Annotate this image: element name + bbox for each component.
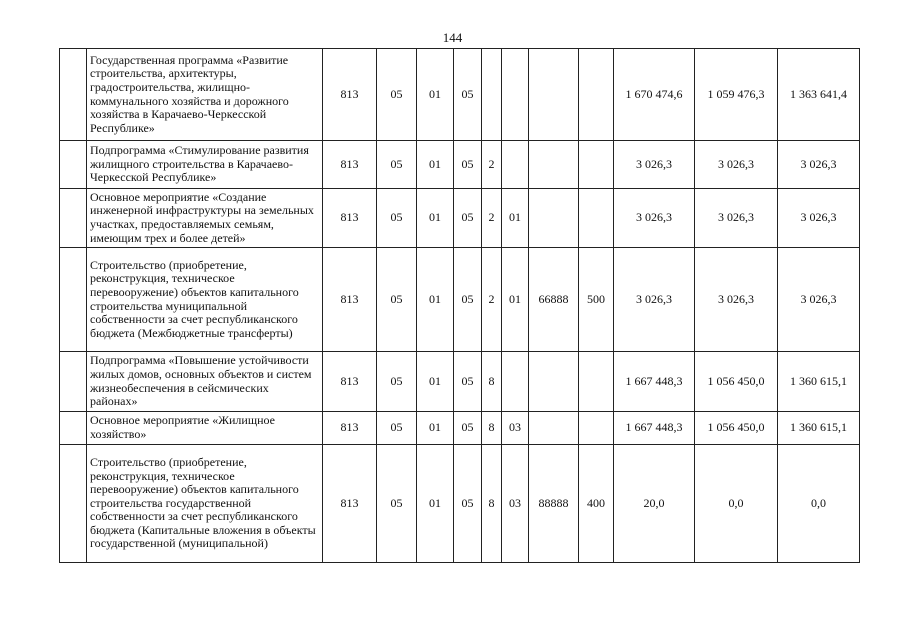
amount-year3-cell: 3 026,3 (778, 141, 860, 189)
direction-code-cell (529, 141, 579, 189)
section-code-cell: 05 (377, 352, 417, 412)
amount-year3-cell: 1 360 615,1 (778, 412, 860, 445)
amount-year1-cell: 3 026,3 (614, 141, 695, 189)
row-blank-cell (60, 248, 87, 352)
subsection-code-cell: 01 (417, 412, 454, 445)
amount-year2-cell: 1 056 450,0 (695, 352, 778, 412)
table-row (60, 189, 860, 248)
row-blank-cell (60, 141, 87, 189)
subprogram-code-cell: 2 (482, 248, 502, 352)
expense-type-cell (579, 189, 614, 248)
activity-code-cell (502, 352, 529, 412)
ved-code-cell: 813 (323, 189, 377, 248)
subsection-code-cell: 01 (417, 49, 454, 141)
activity-code-cell: 01 (502, 248, 529, 352)
section-code-cell: 05 (377, 248, 417, 352)
page-number: 144 (442, 30, 463, 45)
program-code-cell: 05 (454, 141, 482, 189)
row-name-cell: Подпрограмма «Стимулирование развития жилищного строительства в Карачаево-Черкесской Республике» (87, 141, 323, 189)
subprogram-code-cell (482, 49, 502, 141)
direction-code-cell (529, 352, 579, 412)
expense-type-cell (579, 49, 614, 141)
table-row (60, 445, 860, 563)
ved-code-cell: 813 (323, 412, 377, 445)
amount-year2-cell: 1 059 476,3 (695, 49, 778, 141)
subprogram-code-cell: 8 (482, 445, 502, 563)
table-row (60, 412, 860, 445)
direction-code-cell (529, 412, 579, 445)
direction-code-cell (529, 189, 579, 248)
amount-year3-cell: 1 363 641,4 (778, 49, 860, 141)
subsection-code-cell: 01 (417, 352, 454, 412)
amount-year3-cell: 3 026,3 (778, 189, 860, 248)
amount-year3-cell: 1 360 615,1 (778, 352, 860, 412)
amount-year1-cell: 1 667 448,3 (614, 412, 695, 445)
section-code-cell: 05 (377, 141, 417, 189)
program-code-cell: 05 (454, 248, 482, 352)
activity-code-cell: 01 (502, 189, 529, 248)
row-name-cell: Основное мероприятие «Жилищное хозяйство» (87, 412, 323, 445)
expense-type-cell: 400 (579, 445, 614, 563)
section-code-cell: 05 (377, 412, 417, 445)
row-name-cell: Государственная программа «Развитие строительства, архитектуры, градостроительства, жилищно-коммунального хозяйства и дорожного хозяйства в Карачаево-Черкесской Республике» (87, 49, 323, 141)
table-row (60, 248, 860, 352)
row-blank-cell (60, 352, 87, 412)
expense-type-cell (579, 141, 614, 189)
program-code-cell: 05 (454, 352, 482, 412)
subsection-code-cell: 01 (417, 141, 454, 189)
budget-table (59, 48, 860, 563)
amount-year2-cell: 3 026,3 (695, 189, 778, 248)
subsection-code-cell: 01 (417, 248, 454, 352)
row-blank-cell (60, 445, 87, 563)
section-code-cell: 05 (377, 49, 417, 141)
direction-code-cell (529, 49, 579, 141)
subsection-code-cell: 01 (417, 189, 454, 248)
subprogram-code-cell: 2 (482, 189, 502, 248)
amount-year2-cell: 1 056 450,0 (695, 412, 778, 445)
amount-year3-cell: 0,0 (778, 445, 860, 563)
amount-year1-cell: 20,0 (614, 445, 695, 563)
amount-year1-cell: 3 026,3 (614, 248, 695, 352)
ved-code-cell: 813 (323, 445, 377, 563)
amount-year2-cell: 3 026,3 (695, 141, 778, 189)
activity-code-cell: 03 (502, 445, 529, 563)
program-code-cell: 05 (454, 445, 482, 563)
row-name-cell: Строительство (приобретение, реконструкция, техническое перевооружение) объектов капитального строительства государственной собственности за счет республиканского бюджета (Капитальные вложения в объекты государственной (муниципальной) (87, 445, 323, 563)
activity-code-cell: 03 (502, 412, 529, 445)
expense-type-cell: 500 (579, 248, 614, 352)
subprogram-code-cell: 8 (482, 352, 502, 412)
subprogram-code-cell: 2 (482, 141, 502, 189)
direction-code-cell: 66888 (529, 248, 579, 352)
amount-year3-cell: 3 026,3 (778, 248, 860, 352)
amount-year2-cell: 0,0 (695, 445, 778, 563)
ved-code-cell: 813 (323, 248, 377, 352)
row-name-cell: Строительство (приобретение, реконструкция, техническое перевооружение) объектов капитального строительства муниципальной собственности за счет республиканского бюджета (Межбюджетные трансферты) (87, 248, 323, 352)
direction-code-cell: 88888 (529, 445, 579, 563)
program-code-cell: 05 (454, 189, 482, 248)
program-code-cell: 05 (454, 412, 482, 445)
subsection-code-cell: 01 (417, 445, 454, 563)
expense-type-cell (579, 412, 614, 445)
amount-year1-cell: 3 026,3 (614, 189, 695, 248)
ved-code-cell: 813 (323, 49, 377, 141)
activity-code-cell (502, 49, 529, 141)
table-row (60, 352, 860, 412)
expense-type-cell (579, 352, 614, 412)
row-name-cell: Подпрограмма «Повышение устойчивости жилых домов, основных объектов и систем жизнеобеспечения в сейсмических районах» (87, 352, 323, 412)
table-row (60, 49, 860, 141)
row-name-cell: Основное мероприятие «Создание инженерной инфраструктуры на земельных участках, предоставляемых семьям, имеющим трех и более детей» (87, 189, 323, 248)
program-code-cell: 05 (454, 49, 482, 141)
subprogram-code-cell: 8 (482, 412, 502, 445)
row-blank-cell (60, 412, 87, 445)
amount-year1-cell: 1 670 474,6 (614, 49, 695, 141)
activity-code-cell (502, 141, 529, 189)
section-code-cell: 05 (377, 445, 417, 563)
row-blank-cell (60, 49, 87, 141)
amount-year1-cell: 1 667 448,3 (614, 352, 695, 412)
amount-year2-cell: 3 026,3 (695, 248, 778, 352)
section-code-cell: 05 (377, 189, 417, 248)
ved-code-cell: 813 (323, 141, 377, 189)
row-blank-cell (60, 189, 87, 248)
ved-code-cell: 813 (323, 352, 377, 412)
table-row (60, 141, 860, 189)
